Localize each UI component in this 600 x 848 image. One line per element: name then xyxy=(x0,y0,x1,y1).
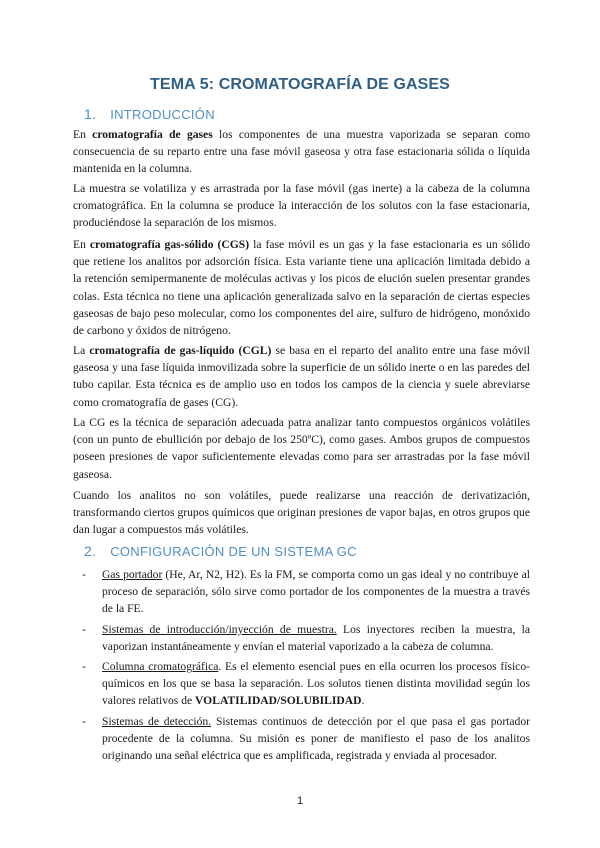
bold-term: cromatografía gas-sólido (CGS) xyxy=(89,238,250,251)
list-item-gas-portador xyxy=(73,566,530,618)
section-title: INTRODUCCIÓN xyxy=(110,107,215,122)
list-term: Sistemas de detección. xyxy=(102,714,212,728)
bold-term: VOLATILIDAD/SOLUBILIDAD xyxy=(195,694,362,708)
text-run: En xyxy=(73,238,90,251)
paragraph-derivatizacion: Cuando los analitos no son volátiles, puede realizarse una reacción de derivatización, transformando ciertos grupos químicos que originan presiones de vapor bajas, en otros grupos que dan lugar a compuestos más volátiles. xyxy=(73,489,530,537)
section-number: 1. xyxy=(84,106,97,122)
paragraph-cgs xyxy=(73,236,530,339)
components-list xyxy=(73,566,530,767)
section-heading-configuracion xyxy=(84,543,357,559)
list-dash: - xyxy=(82,622,86,636)
list-term: Sistemas de introducción/inyección de muestra. xyxy=(102,622,337,636)
text-run: se basa en el reparto del analito entre una fase móvil gaseosa y una fase líquida inmovilizada sobre la superficie de un sólido inerte o en las paredes del tubo capilar. Esta técnica es de amplio uso en todos los campos de la ciencia y suele abreviarse como cromatografía de gases (CG). xyxy=(73,344,530,409)
section-heading-introduccion xyxy=(84,106,215,122)
paragraph-volatilizacion: La muestra se volatiliza y es arrastrada por la fase móvil (gas inerte) a la cabeza de la columna cromatográfica. En la columna se produce la interacción de los solutos con la fase estacionaria, produciéndose la separación de los mismos. xyxy=(73,182,530,230)
page-number: 1 xyxy=(296,795,304,807)
text-run: En xyxy=(73,128,93,141)
bold-term: cromatografía de gas-líquido (CGL) xyxy=(89,344,272,357)
list-dash: - xyxy=(82,568,86,581)
list-text: . xyxy=(361,694,365,708)
list-dash: - xyxy=(82,714,86,728)
text-run: los componentes de una muestra vaporizada se separan como consecuencia de su reparto entre una fase móvil gaseosa y otra fase estacionaria sólida o líquida mantenida en la columna. xyxy=(73,128,531,176)
paragraph-cg-tecnica: La CG es la técnica de separación adecuada patra analizar tanto compuestos orgánicos volátiles (con un punto de ebullición por debajo de los 250ºC), como gases. Ambos grupos de compuestos poseen presiones de vapor suficientemente elevadas como para ser arrastradas por la fase móvil gaseosa. xyxy=(73,416,530,481)
paragraph-cgl xyxy=(73,342,530,411)
document-title: TEMA 5: CROMATOGRAFÍA DE GASES xyxy=(150,76,450,93)
list-item-columna xyxy=(73,658,530,710)
section-number: 2. xyxy=(84,543,97,559)
list-text: Los inyectores reciben la muestra, la vaporizan instantáneamente y envían el material vaporizado a la cabeza de columna. xyxy=(102,622,530,653)
list-text: Sistemas continuos de detección por el que pasa el gas portador procedente de la columna. Su misión es poner de manifiesto el paso de los analitos originando una señal eléctrica que es amplificada, registrada y enviada al procesador. xyxy=(102,714,531,763)
list-text: . Es el elemento esencial pues en ella ocurren los procesos físico-químicos en los que se basa la separación. Los solutos tienen distinta movilidad según los valores relativos de xyxy=(102,660,530,708)
list-term: Gas portador xyxy=(102,568,163,581)
list-item-inyeccion xyxy=(73,621,530,655)
list-term: Columna cromatográfica xyxy=(102,660,219,674)
list-dash: - xyxy=(82,660,86,674)
bold-term: cromatografía de gases xyxy=(92,128,213,141)
list-item-deteccion xyxy=(73,713,530,765)
list-text: (He, Ar, N2, H2). Es la FM, se comporta como un gas ideal y no contribuye al proceso de separación, sólo sirve como portador de los componentes de la muestra a través de la FE. xyxy=(102,568,530,616)
text-run: la fase móvil es un gas y la fase estacionaria es un sólido que retiene los analitos por adsorción física. Esta variante tiene una aplicación limitada debido a la retención semipermanente de moléculas activas y los picos de elución suelen presentar grandes colas. Esta técnica no tiene una aplicación generalizada salvo en la separación de ciertas especies gaseosas de bajo peso molecular, como los componentes del aire, sulfuro de hidrógeno, monóxido de carbono y óxidos de nitrógeno. xyxy=(73,238,530,338)
paragraph-cromatografia-gases xyxy=(73,126,530,178)
text-run: La xyxy=(73,344,90,357)
section-title: CONFIGURACIÓN DE UN SISTEMA GC xyxy=(110,544,357,559)
